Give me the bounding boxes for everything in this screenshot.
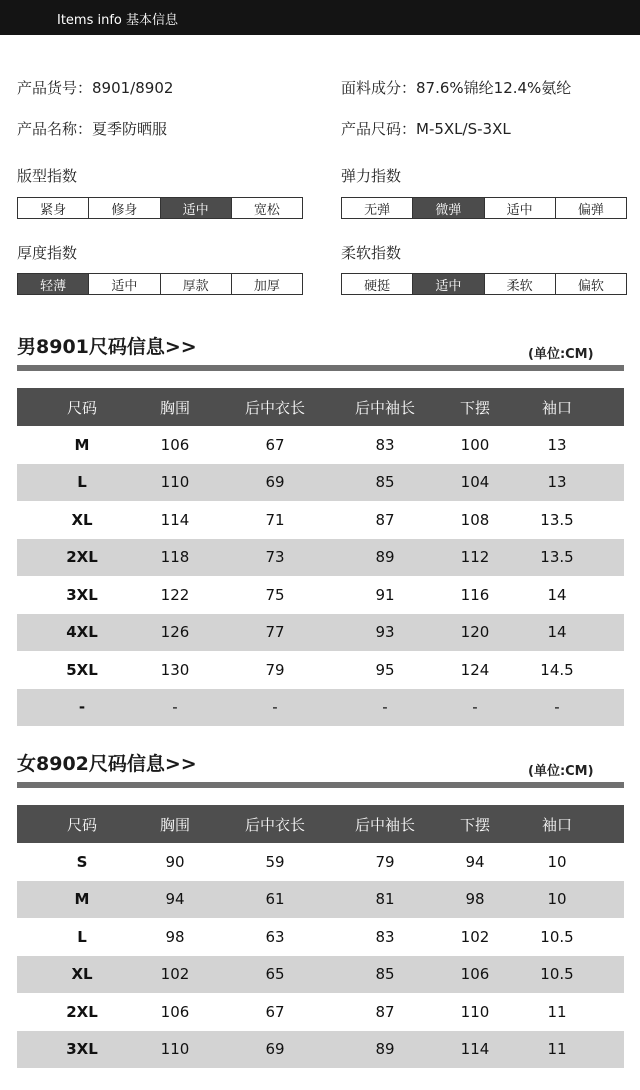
table-row (17, 614, 624, 652)
measure-cell: 89 (375, 548, 395, 567)
measure-cell: 89 (375, 1040, 395, 1059)
measure-cell: 69 (265, 1040, 285, 1059)
men-size-table (17, 388, 624, 726)
size-cell: 2XL (66, 1002, 98, 1021)
measure-cell: 14 (547, 585, 567, 604)
product-size-range: 产品尺码：M-5XL/S-3XL (341, 120, 511, 138)
measure-cell: 87 (375, 1002, 395, 1021)
measure-cell: 94 (465, 852, 485, 871)
measure-cell: 75 (265, 585, 285, 604)
measure-cell: 90 (165, 852, 185, 871)
column-header: 袖口 (541, 398, 572, 417)
women-size-table (17, 805, 624, 1068)
fit-scale (17, 197, 303, 219)
measure-cell: - (172, 698, 178, 717)
measure-cell: 59 (265, 852, 285, 871)
column-header: 胸围 (159, 398, 190, 417)
measure-cell: 81 (375, 890, 395, 909)
measure-cell: 122 (160, 585, 190, 604)
measure-cell: 79 (375, 852, 395, 871)
header-bar (0, 0, 640, 35)
measure-cell: 61 (265, 890, 285, 909)
fit-scale-label: 版型指数 (17, 167, 78, 185)
measure-cell: 10 (547, 852, 567, 871)
measure-cell: 11 (547, 1040, 567, 1059)
column-header: 后中袖长 (354, 815, 415, 834)
measure-cell: 102 (160, 965, 190, 984)
table-row (17, 881, 624, 919)
measure-cell: 98 (165, 927, 185, 946)
table-header-row (17, 388, 624, 426)
measure-cell: 14 (547, 623, 567, 642)
column-header: 尺码 (66, 815, 97, 834)
measure-cell: 120 (460, 623, 490, 642)
measure-cell: 10.5 (540, 927, 574, 946)
measure-cell: 98 (465, 890, 485, 909)
product-fabric: 面料成分：87.6%锦纶12.4%氨纶 (341, 79, 572, 97)
table-header-row (17, 805, 624, 843)
measure-cell: 10 (547, 890, 567, 909)
product-item-no: 产品货号：8901/8902 (17, 79, 174, 97)
elasticity-option: 无弹 (342, 198, 412, 218)
measure-cell: 73 (265, 548, 285, 567)
size-cell: 2XL (66, 548, 98, 567)
size-cell: 5XL (66, 660, 98, 679)
measure-cell: 102 (460, 927, 490, 946)
men-divider (17, 365, 624, 371)
measure-cell: - (382, 698, 388, 717)
size-cell: L (77, 473, 87, 492)
measure-cell: 114 (160, 510, 190, 529)
women-size-title: 女8902尺码信息>> (17, 753, 197, 775)
measure-cell: 63 (265, 927, 285, 946)
fit-option: 紧身 (18, 198, 88, 218)
measure-cell: 67 (265, 1002, 285, 1021)
measure-cell: 13.5 (540, 548, 574, 567)
elasticity-scale-label: 弹力指数 (341, 167, 402, 185)
measure-cell: 130 (160, 660, 190, 679)
size-cell: L (77, 927, 87, 946)
measure-cell: 95 (375, 660, 395, 679)
men-unit-label: (单位:CM) (528, 347, 594, 362)
fit-option: 宽松 (231, 198, 302, 218)
measure-cell: 110 (160, 1040, 190, 1059)
measure-cell: 110 (160, 473, 190, 492)
softness-option: 硬挺 (342, 274, 412, 294)
size-cell: - (78, 698, 86, 717)
measure-cell: 85 (375, 965, 395, 984)
table-row (17, 1031, 624, 1069)
measure-cell: 118 (160, 548, 190, 567)
softness-option: 柔软 (484, 274, 555, 294)
column-header: 后中袖长 (354, 398, 415, 417)
measure-cell: 83 (375, 435, 395, 454)
measure-cell: 91 (375, 585, 395, 604)
thickness-option: 厚款 (160, 274, 231, 294)
measure-cell: 108 (460, 510, 490, 529)
measure-cell: 100 (460, 435, 490, 454)
elasticity-scale (341, 197, 627, 219)
softness-option: 偏软 (555, 274, 626, 294)
size-cell: 4XL (66, 623, 98, 642)
table-row (17, 689, 624, 727)
size-cell: M (74, 890, 90, 909)
fit-option: 适中 (160, 198, 231, 218)
fit-option: 修身 (88, 198, 159, 218)
product-name: 产品名称：夏季防晒服 (17, 120, 168, 138)
table-row (17, 539, 624, 577)
table-row (17, 956, 624, 994)
measure-cell: 94 (165, 890, 185, 909)
column-header: 胸围 (159, 815, 190, 834)
table-row (17, 843, 624, 881)
measure-cell: 112 (460, 548, 490, 567)
measure-cell: 10.5 (540, 965, 574, 984)
measure-cell: 79 (265, 660, 285, 679)
size-cell: XL (71, 965, 93, 984)
column-header: 尺码 (66, 398, 97, 417)
measure-cell: 114 (460, 1040, 490, 1059)
measure-cell: 71 (265, 510, 285, 529)
measure-cell: 67 (265, 435, 285, 454)
thickness-option: 适中 (88, 274, 159, 294)
measure-cell: 13 (547, 435, 567, 454)
measure-cell: 104 (460, 473, 490, 492)
size-cell: M (74, 435, 90, 454)
table-row (17, 426, 624, 464)
column-header: 后中衣长 (244, 815, 305, 834)
measure-cell: 106 (160, 435, 190, 454)
measure-cell: 93 (375, 623, 395, 642)
size-cell: 3XL (66, 1040, 98, 1059)
measure-cell: 126 (160, 623, 190, 642)
measure-cell: 14.5 (540, 660, 574, 679)
table-row (17, 464, 624, 502)
measure-cell: 65 (265, 965, 285, 984)
table-row (17, 993, 624, 1031)
thickness-option: 加厚 (231, 274, 302, 294)
measure-cell: 83 (375, 927, 395, 946)
measure-cell: - (272, 698, 278, 717)
column-header: 下摆 (459, 815, 490, 834)
measure-cell: 106 (160, 1002, 190, 1021)
men-size-title: 男8901尺码信息>> (17, 336, 197, 358)
elasticity-option: 适中 (484, 198, 555, 218)
measure-cell: 13 (547, 473, 567, 492)
column-header: 袖口 (541, 815, 572, 834)
elasticity-option: 微弹 (412, 198, 483, 218)
measure-cell: 13.5 (540, 510, 574, 529)
measure-cell: 77 (265, 623, 285, 642)
softness-scale-label: 柔软指数 (341, 244, 402, 262)
table-row (17, 501, 624, 539)
measure-cell: 85 (375, 473, 395, 492)
measure-cell: 69 (265, 473, 285, 492)
women-divider (17, 782, 624, 788)
softness-option: 适中 (412, 274, 483, 294)
measure-cell: - (472, 698, 478, 717)
thickness-scale (17, 273, 303, 295)
column-header: 后中衣长 (244, 398, 305, 417)
measure-cell: 110 (460, 1002, 490, 1021)
measure-cell: 87 (375, 510, 395, 529)
size-cell: XL (71, 510, 93, 529)
column-header: 下摆 (459, 398, 490, 417)
table-row (17, 651, 624, 689)
table-row (17, 576, 624, 614)
measure-cell: - (554, 698, 560, 717)
size-cell: S (76, 852, 88, 871)
thickness-scale-label: 厚度指数 (17, 244, 78, 262)
softness-scale (341, 273, 627, 295)
size-cell: 3XL (66, 585, 98, 604)
measure-cell: 11 (547, 1002, 567, 1021)
table-row (17, 918, 624, 956)
measure-cell: 124 (460, 660, 490, 679)
women-unit-label: (单位:CM) (528, 764, 594, 779)
elasticity-option: 偏弹 (555, 198, 626, 218)
header-title: Items info 基本信息 (57, 13, 179, 28)
thickness-option: 轻薄 (18, 274, 88, 294)
measure-cell: 116 (460, 585, 490, 604)
measure-cell: 106 (460, 965, 490, 984)
